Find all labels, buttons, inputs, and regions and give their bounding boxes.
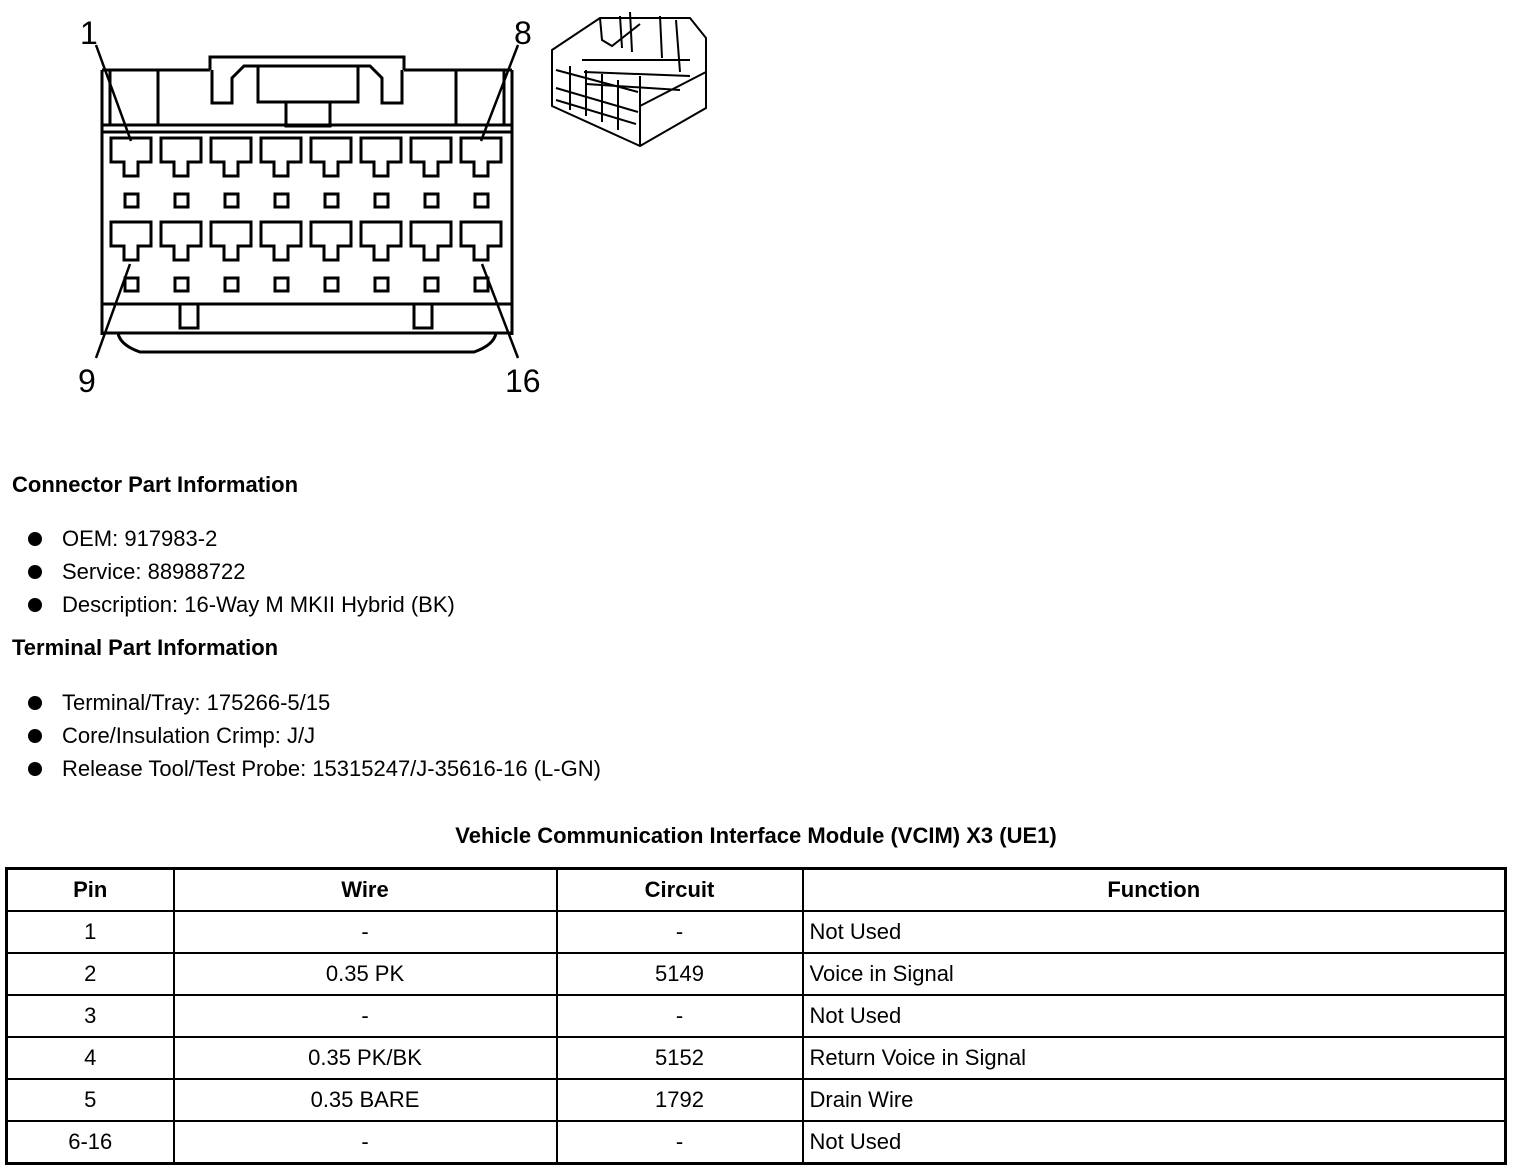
terminal-lock-slot <box>325 194 338 207</box>
table-row <box>7 1079 1506 1121</box>
table-header-row <box>7 869 1506 912</box>
cell-function: Not Used <box>803 995 1506 1037</box>
terminal-cavity <box>261 222 301 260</box>
terminal-cavity <box>211 138 251 176</box>
header-circuit: Circuit <box>557 869 803 912</box>
terminal-lock-slot <box>475 278 488 291</box>
terminal-cavity <box>261 138 301 176</box>
cell-pin: 4 <box>7 1037 174 1079</box>
cell-function: Not Used <box>803 911 1506 953</box>
cell-wire: - <box>174 995 557 1037</box>
table-row <box>7 911 1506 953</box>
header-wire: Wire <box>174 869 557 912</box>
pin-label-16: 16 <box>505 363 541 399</box>
cell-wire: 0.35 BARE <box>174 1079 557 1121</box>
terminal-cavity <box>461 138 501 176</box>
pin-label-1: 1 <box>80 15 98 51</box>
table-row <box>7 1121 1506 1164</box>
terminal-lock-slot <box>425 194 438 207</box>
terminal-lock-slot <box>225 194 238 207</box>
pin-label-8: 8 <box>514 15 532 51</box>
cell-function: Not Used <box>803 1121 1506 1164</box>
cell-pin: 1 <box>7 911 174 953</box>
terminal-cavity <box>361 138 401 176</box>
terminal-lock-slot <box>225 278 238 291</box>
list-item: OEM: 917983-2 <box>28 522 455 555</box>
terminal-lock-slot <box>275 194 288 207</box>
terminal-cavity <box>311 222 351 260</box>
cell-pin: 3 <box>7 995 174 1037</box>
list-item: Service: 88988722 <box>28 555 455 588</box>
terminal-info-title: Terminal Part Information <box>12 635 279 660</box>
cell-pin: 6-16 <box>7 1121 174 1164</box>
terminal-lock-slot <box>325 278 338 291</box>
cell-wire: - <box>174 911 557 953</box>
connector-diagram <box>0 0 740 420</box>
terminal-cavity <box>361 222 401 260</box>
cell-circuit: - <box>557 995 803 1037</box>
list-item: Terminal/Tray: 175266-5/15 <box>28 686 601 719</box>
cell-circuit: - <box>557 1121 803 1164</box>
table-row <box>7 995 1506 1037</box>
table-row <box>7 953 1506 995</box>
header-pin: Pin <box>7 869 174 912</box>
terminal-cavity <box>211 222 251 260</box>
cell-pin: 2 <box>7 953 174 995</box>
table-row <box>7 1037 1506 1079</box>
terminal-lock-slot <box>125 278 138 291</box>
list-item: Release Tool/Test Probe: 15315247/J-35616-16 (L-GN) <box>28 752 601 785</box>
list-item: Description: 16-Way M MKII Hybrid (BK) <box>28 588 455 621</box>
cell-pin: 5 <box>7 1079 174 1121</box>
terminal-lock-slot <box>175 278 188 291</box>
cell-circuit: 5152 <box>557 1037 803 1079</box>
cell-wire: 0.35 PK <box>174 953 557 995</box>
terminal-cavity <box>161 222 201 260</box>
terminal-lock-slot <box>125 194 138 207</box>
list-item: Core/Insulation Crimp: J/J <box>28 719 601 752</box>
terminal-cavity <box>111 222 151 260</box>
cell-wire: 0.35 PK/BK <box>174 1037 557 1079</box>
terminal-cavity <box>161 138 201 176</box>
terminal-cavity <box>411 222 451 260</box>
cell-function: Return Voice in Signal <box>803 1037 1506 1079</box>
connector-3d-sketch <box>552 12 706 146</box>
terminal-lock-slot <box>275 278 288 291</box>
cell-wire: - <box>174 1121 557 1164</box>
terminal-lock-slot <box>175 194 188 207</box>
terminal-lock-slot <box>375 194 388 207</box>
terminal-cavity <box>111 138 151 176</box>
pinout-table <box>5 867 1507 1165</box>
terminal-cavity <box>311 138 351 176</box>
connector-info-list <box>28 522 455 621</box>
terminal-cavity <box>411 138 451 176</box>
header-function: Function <box>803 869 1506 912</box>
terminal-lock-slot <box>475 194 488 207</box>
cell-circuit: 5149 <box>557 953 803 995</box>
cell-function: Drain Wire <box>803 1079 1506 1121</box>
terminal-lock-slot <box>375 278 388 291</box>
cell-function: Voice in Signal <box>803 953 1506 995</box>
connector-info-title: Connector Part Information <box>12 472 299 497</box>
terminal-lock-slot <box>425 278 438 291</box>
table-title: Vehicle Communication Interface Module (VCIM) X3 (UE1) <box>455 823 1057 848</box>
pin-label-9: 9 <box>78 363 96 399</box>
terminal-cavity <box>461 222 501 260</box>
cell-circuit: 1792 <box>557 1079 803 1121</box>
terminal-info-list <box>28 686 601 785</box>
cell-circuit: - <box>557 911 803 953</box>
